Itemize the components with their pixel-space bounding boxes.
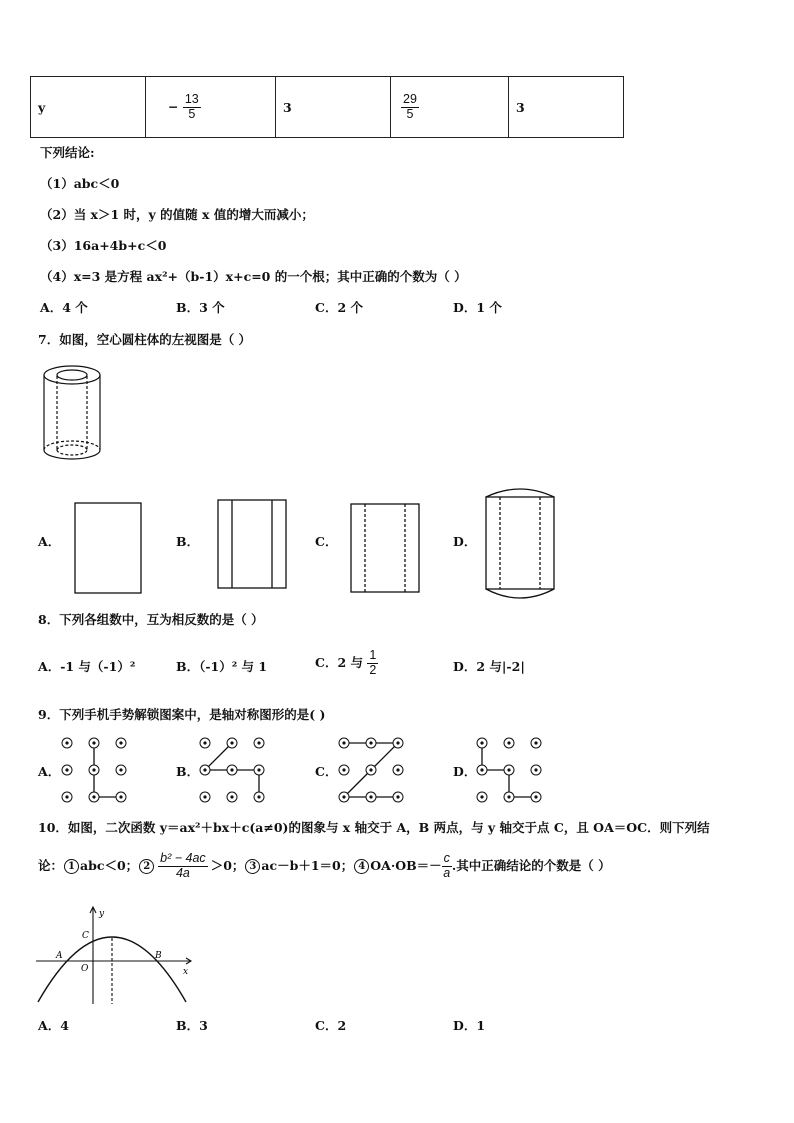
fraction: $\frac{\text{b² − 4ac}}{4a}$ <box>160 851 206 880</box>
q10-line1: 10．如图，二次函数 y＝ax²＋bx＋c(a≠0)的图象与 x 轴交于 A，B 两点，与 y 轴交于点 C，且 OA＝OC．则下列结 <box>38 820 710 835</box>
table-row <box>31 77 624 138</box>
pattern-dot-center <box>230 795 233 798</box>
pattern-dot-center <box>65 741 68 744</box>
pattern-dot-center <box>230 768 233 771</box>
pattern-dot-center <box>92 768 95 771</box>
graph-label-a: A <box>56 951 63 961</box>
pattern-dot-center <box>257 741 260 744</box>
table-cell-4: 3 <box>509 77 624 138</box>
table-cell-3 <box>391 77 509 138</box>
q10-line2: 论： 1 abc＜0； 2 $\frac{\text{b² − 4ac}}{4a}$ ＞0； 3 ac－b＋1＝0； 4 OA·OB＝－ $\frac{c}{a}$ .其中正确结论的个数是（ ） <box>38 851 611 880</box>
q6-option-d: D．1 个 <box>453 300 502 315</box>
circled-number: 2 <box>139 859 154 874</box>
q8-question: 8．下列各组数中，互为相反数的是（ ） <box>38 612 264 627</box>
q9-option-a-pattern <box>60 736 132 806</box>
pattern-dot-center <box>480 768 483 771</box>
q7-question: 7．如图，空心圆柱体的左视图是（ ） <box>38 332 252 347</box>
q6-intro: 下列结论: <box>40 145 95 160</box>
pattern-dot-center <box>203 795 206 798</box>
q7-option-c-figure <box>350 503 422 595</box>
pattern-dot-center <box>507 768 510 771</box>
graph-label-x: x <box>183 967 189 977</box>
q6-option-b: B．3 个 <box>176 300 225 315</box>
q6-statement-1: （1）abc＜0 <box>40 176 120 191</box>
q8-option-c: C．2 与 $\frac{1}{2}$ <box>315 648 377 677</box>
pattern-dot-center <box>203 741 206 744</box>
value-table <box>30 76 624 138</box>
parabola-graph <box>36 904 194 1008</box>
pattern-dot-center <box>534 768 537 771</box>
table-row-label: y <box>31 77 146 138</box>
pattern-dot-center <box>396 768 399 771</box>
q9-option-b-pattern <box>198 736 270 806</box>
q10-option-b: B．3 <box>176 1018 208 1033</box>
q10-option-a: A．4 <box>38 1018 69 1033</box>
circled-number: 1 <box>64 859 79 874</box>
q7-option-b-figure <box>217 499 289 591</box>
circled-number: 3 <box>245 859 260 874</box>
graph-label-b: B <box>155 951 162 961</box>
pattern-dot-center <box>480 795 483 798</box>
pattern-dot-center <box>396 741 399 744</box>
fraction: $\frac{c}{a}$ <box>443 851 451 880</box>
q6-option-c: C．2 个 <box>315 300 363 315</box>
q6-statement-2: （2）当 x＞1 时，y 的值随 x 值的增大而减小； <box>40 207 314 222</box>
pattern-dot-center <box>119 795 122 798</box>
pattern-dot-center <box>369 741 372 744</box>
pattern-dot-center <box>342 768 345 771</box>
pattern-dot-center <box>507 741 510 744</box>
q7-option-a-label: A． <box>38 534 61 549</box>
fraction: $\frac{13}{5}$ <box>184 91 199 121</box>
graph-label-y: y <box>99 909 105 919</box>
q9-option-d-label: D． <box>453 764 477 779</box>
pattern-dot-center <box>257 795 260 798</box>
pattern-dot-center <box>534 795 537 798</box>
q7-option-a-figure <box>74 502 144 596</box>
pattern-dot-center <box>369 795 372 798</box>
pattern-dot-center <box>92 795 95 798</box>
pattern-dot-center <box>203 768 206 771</box>
q7-option-d-label: D． <box>453 534 477 549</box>
q9-option-c-pattern <box>337 736 409 806</box>
fraction: $\frac{29}{5}$ <box>403 91 417 121</box>
pattern-dot-center <box>65 795 68 798</box>
q9-option-a-label: A． <box>38 764 61 779</box>
graph-label-o: O <box>81 964 89 974</box>
q10-option-d: D．1 <box>453 1018 486 1033</box>
q8-option-a: A．-1 与（-1）² <box>38 659 136 674</box>
hollow-cylinder-figure <box>40 362 110 466</box>
table-cell-1: − $\frac{13}{5}$ <box>146 77 276 138</box>
q6-option-a: A．4 个 <box>40 300 88 315</box>
q9-option-b-label: B． <box>176 764 200 779</box>
pattern-dot-center <box>507 795 510 798</box>
q7-option-b-label: B． <box>176 534 200 549</box>
q8-option-b: B．（-1）² 与 1 <box>176 659 268 674</box>
q9-option-d-pattern <box>475 736 547 806</box>
q6-statement-3: （3）16a+4b+c＜0 <box>40 238 167 253</box>
q6-statement-4: （4）x=3 是方程 ax²+（b-1）x+c=0 的一个根；其中正确的个数为（ ） <box>40 269 467 284</box>
pattern-dot-center <box>92 741 95 744</box>
pattern-dot-center <box>480 741 483 744</box>
table-cell-2: 3 <box>276 77 391 138</box>
graph-label-c: C <box>82 931 89 941</box>
q7-option-c-label: C． <box>315 534 338 549</box>
circled-number: 4 <box>354 859 369 874</box>
pattern-dot-center <box>119 768 122 771</box>
q9-option-c-label: C． <box>315 764 338 779</box>
pattern-dot-center <box>534 741 537 744</box>
pattern-dot-center <box>119 741 122 744</box>
pattern-dot-center <box>342 741 345 744</box>
pattern-dot-center <box>396 795 399 798</box>
pattern-dot-center <box>230 741 233 744</box>
q9-question: 9．下列手机手势解锁图案中，是轴对称图形的是( ) <box>38 707 326 722</box>
fraction: $\frac{1}{2}$ <box>369 648 377 677</box>
q8-option-d: D．2 与|-2| <box>453 659 525 674</box>
pattern-dot-center <box>369 768 372 771</box>
q10-option-c: C．2 <box>315 1018 347 1033</box>
pattern-dot-center <box>65 768 68 771</box>
pattern-dot-center <box>257 768 260 771</box>
pattern-dot-center <box>342 795 345 798</box>
q7-option-d-figure <box>484 487 558 601</box>
